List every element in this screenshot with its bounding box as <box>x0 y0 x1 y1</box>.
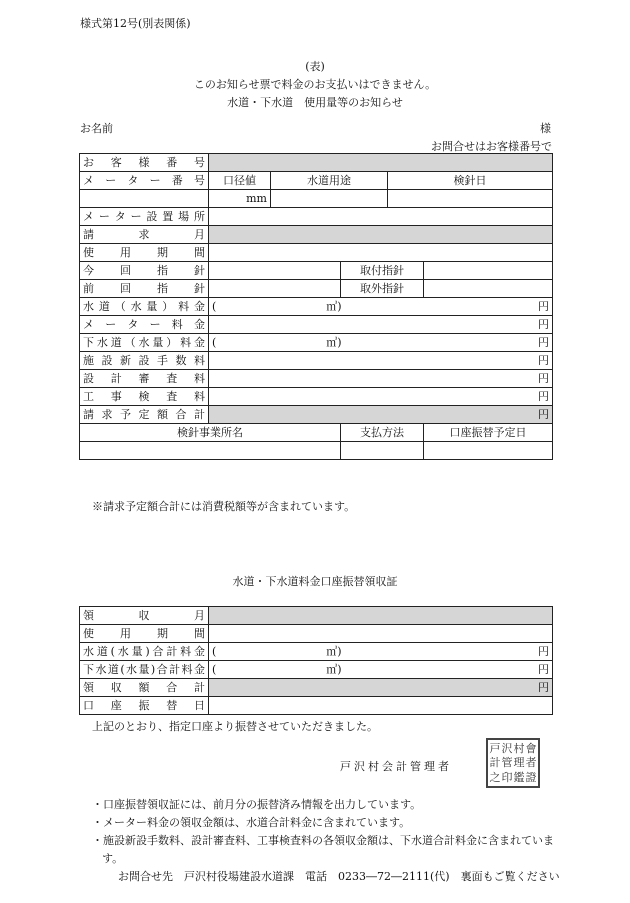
receipt-debit-date-value <box>209 697 553 715</box>
cubic-meter-unit: ㎥) <box>326 336 342 349</box>
diameter-unit: mm <box>209 190 271 208</box>
receipt-usage-period-value <box>209 625 553 643</box>
receipt-title: 水道・下水道料金口座振替領収証 <box>232 575 398 588</box>
current-reading-label: 今回指針 <box>80 262 209 280</box>
water-total-label: 水道(水量)合計料金 <box>80 643 209 661</box>
received-month-label: 領収月 <box>80 607 209 625</box>
meter-fee-value: 円 <box>209 316 553 334</box>
meter-location-label: メーター設置場所 <box>80 208 209 226</box>
customer-number-label: お客様番号 <box>80 154 209 172</box>
received-month-value <box>209 607 553 625</box>
official-seal: 戸 沢 村 會 計 管 理 者 之 印 鑑 證 <box>486 738 540 788</box>
inspection-fee-value: 円 <box>209 388 553 406</box>
previous-reading-label: 前回指針 <box>80 280 209 298</box>
cubic-meter-unit: ㎥) <box>326 663 342 676</box>
water-total-value <box>209 643 553 661</box>
design-review-fee-label: 設計審査料 <box>80 370 209 388</box>
removed-reading-label: 取外指針 <box>341 280 424 298</box>
form-number: 様式第12号(別表関係) <box>80 17 191 30</box>
yen-unit: 円 <box>538 300 550 313</box>
yen-unit: 円 <box>538 336 550 349</box>
note-item: ・メーター料金の領収金額は、水道合計料金に含まれています。 <box>92 816 411 829</box>
debit-date-header: 口座振替予定日 <box>424 424 553 442</box>
sewer-fee-value <box>209 334 553 352</box>
received-total-value: 円 <box>209 679 553 697</box>
document-title: 水道・下水道 使用量等のお知らせ <box>227 96 403 109</box>
side-marker: (表) <box>305 60 325 73</box>
paren-open: ( <box>212 663 217 676</box>
meter-number-value <box>80 190 209 208</box>
meter-fee-label: メーター料金 <box>80 316 209 334</box>
accounting-manager: 戸沢村会計管理者 <box>340 760 452 773</box>
sewer-total-value <box>209 661 553 679</box>
yen-unit: 円 <box>538 663 549 676</box>
removed-reading-value <box>424 280 553 298</box>
contact-footer: お問合せ先 戸沢村役場建設水道課 電話 0233―72―2111(代) 裏面もご覧ください <box>118 870 560 883</box>
note-item: ・施設新設手数料、設計審査料、工事検査料の各領収金額は、下水道合計料金に含まれています。 <box>92 834 554 865</box>
receipt-debit-date-label: 口座振替日 <box>80 697 209 715</box>
usage-period-value <box>209 244 553 262</box>
receipt-usage-period-label: 使用期間 <box>80 625 209 643</box>
water-fee-value <box>209 298 553 316</box>
yen-unit: 円 <box>538 645 549 658</box>
note-item: ・口座振替領収証には、前月分の振替済み情報を出力しています。 <box>92 798 422 811</box>
paren-open: ( <box>212 336 217 349</box>
paren-open: ( <box>212 645 217 658</box>
customer-number-value <box>209 154 553 172</box>
meter-location-value <box>209 208 553 226</box>
received-total-label: 領収額合計 <box>80 679 209 697</box>
name-label: お名前 <box>80 122 113 135</box>
inquiry-note: お問合せはお客様番号で <box>431 140 552 153</box>
water-use-header: 水道用途 <box>271 172 388 190</box>
reading-date-value <box>388 190 553 208</box>
usage-period-label: 使用期間 <box>80 244 209 262</box>
diameter-header: 口径値 <box>209 172 271 190</box>
sewer-total-label: 下水道(水量)合計料金 <box>80 661 209 679</box>
reading-date-header: 検針日 <box>388 172 553 190</box>
cubic-meter-unit: ㎥) <box>326 645 342 658</box>
usage-table <box>79 153 553 460</box>
new-install-fee-value: 円 <box>209 352 553 370</box>
reading-office-value <box>80 442 341 460</box>
current-reading-value <box>209 262 341 280</box>
notes-list <box>92 796 562 868</box>
reading-office-header: 検針事業所名 <box>80 424 341 442</box>
cubic-meter-unit: ㎥) <box>326 300 342 313</box>
inspection-fee-label: 工事検査料 <box>80 388 209 406</box>
installed-reading-label: 取付指針 <box>341 262 424 280</box>
payment-notice: このお知らせ票で料金のお支払いはできません。 <box>193 78 437 91</box>
debit-remark: 上記のとおり、指定口座より振替させていただきました。 <box>92 720 378 733</box>
billing-month-label: 請求月 <box>80 226 209 244</box>
installed-reading-value <box>424 262 553 280</box>
receipt-table <box>79 606 553 715</box>
billing-total-value: 円 <box>209 406 553 424</box>
debit-date-value <box>424 442 553 460</box>
previous-reading-value <box>209 280 341 298</box>
payment-method-value <box>341 442 424 460</box>
sewer-fee-label: 下水道（水量）料金 <box>80 334 209 352</box>
billing-month-value <box>209 226 553 244</box>
meter-number-label: メーター番号 <box>80 172 209 190</box>
design-review-fee-value: 円 <box>209 370 553 388</box>
water-use-value <box>271 190 388 208</box>
honorific: 様 <box>540 122 551 135</box>
billing-total-label: 請求予定額合計 <box>80 406 209 424</box>
payment-method-header: 支払方法 <box>341 424 424 442</box>
paren-open: ( <box>212 300 217 313</box>
water-fee-label: 水道（水量）料金 <box>80 298 209 316</box>
new-install-fee-label: 施設新設手数料 <box>80 352 209 370</box>
tax-note: ※請求予定額合計には消費税額等が含まれています。 <box>92 500 356 513</box>
